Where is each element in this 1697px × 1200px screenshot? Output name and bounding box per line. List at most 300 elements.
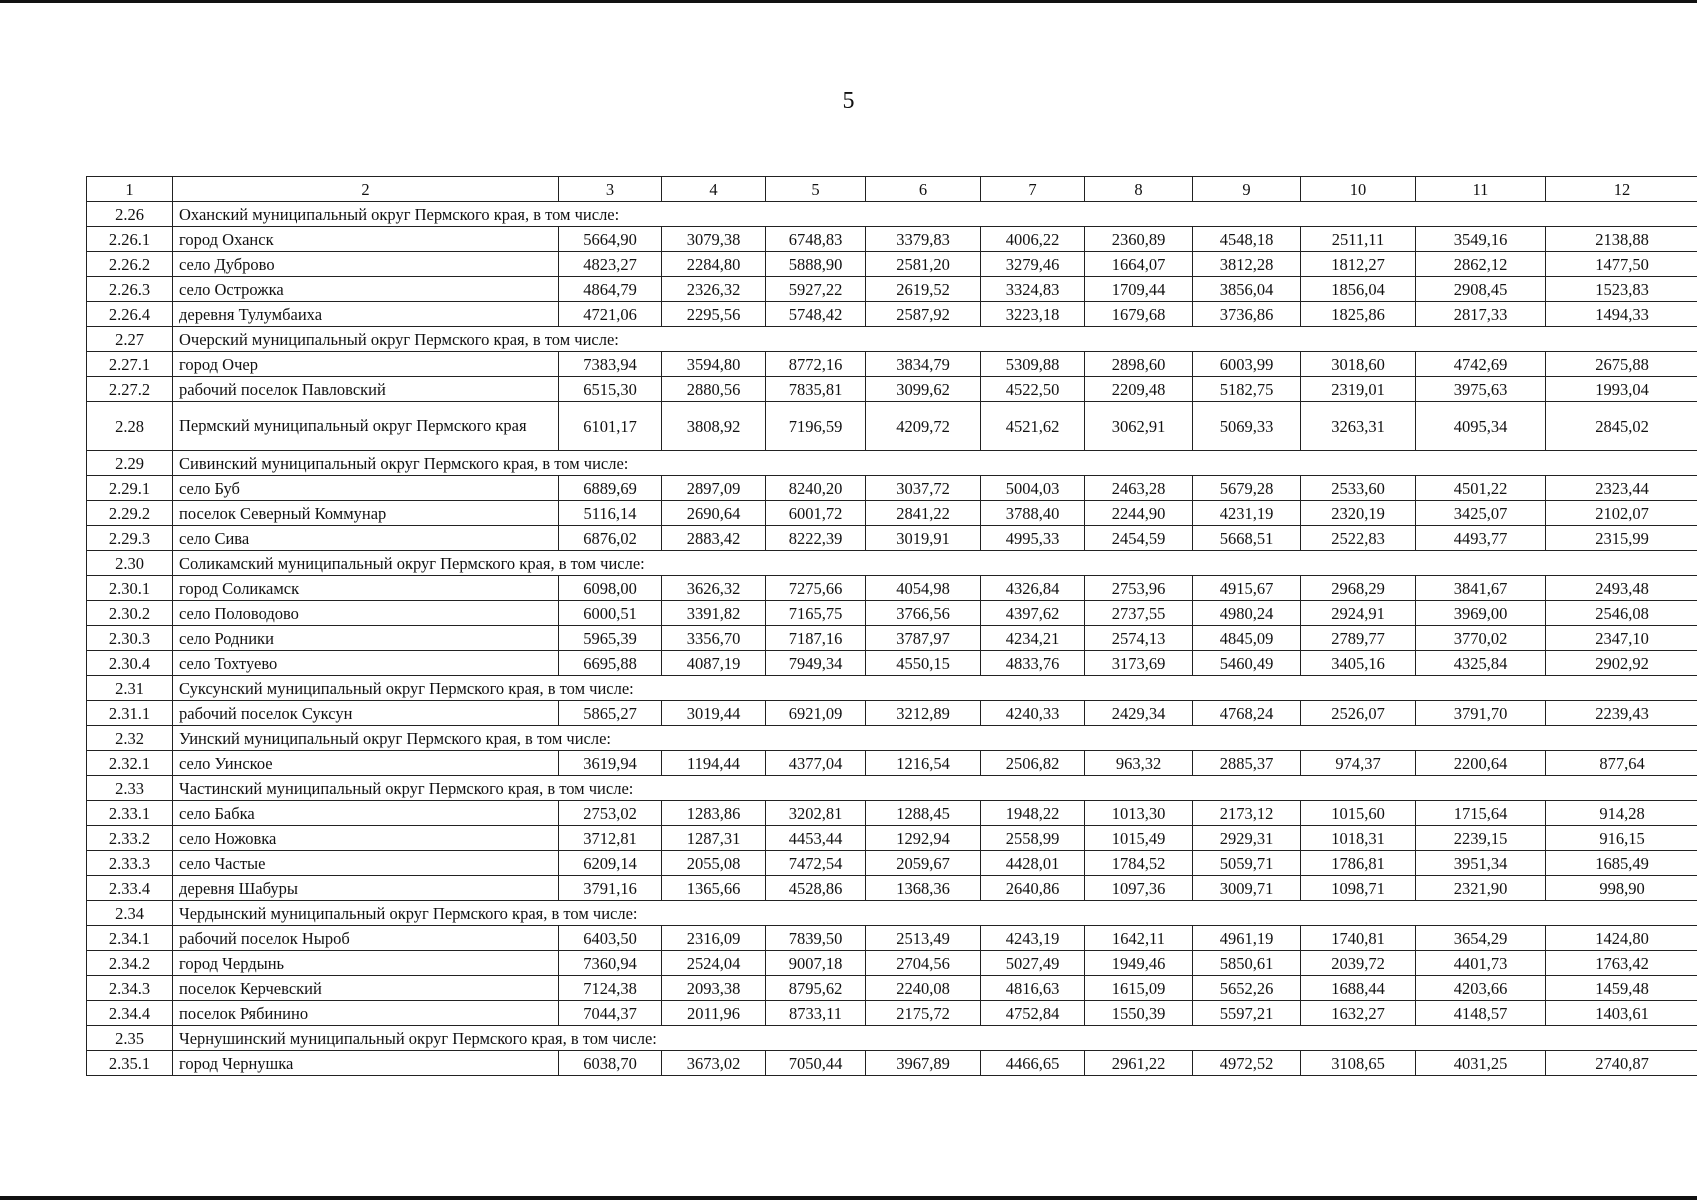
value-cell: 2240,08: [866, 976, 981, 1001]
row-id: 2.34.3: [87, 976, 173, 1001]
value-cell: 1097,36: [1085, 876, 1193, 901]
settlement-name: город Очер: [173, 352, 559, 377]
settlement-name: поселок Северный Коммунар: [173, 501, 559, 526]
data-row: [87, 476, 1697, 501]
value-cell: 4428,01: [981, 851, 1085, 876]
row-id: 2.30.3: [87, 626, 173, 651]
value-cell: 2138,88: [1546, 227, 1697, 252]
settlement-name: Пермский муниципальный округ Пермского края: [173, 402, 559, 451]
value-cell: 4980,24: [1193, 601, 1301, 626]
row-id: 2.34.4: [87, 1001, 173, 1026]
settlement-name: город Чердынь: [173, 951, 559, 976]
row-id: 2.27.2: [87, 377, 173, 402]
data-row: [87, 801, 1697, 826]
row-id: 2.29.1: [87, 476, 173, 501]
row-id: 2.26.3: [87, 277, 173, 302]
value-cell: 2175,72: [866, 1001, 981, 1026]
value-cell: 2898,60: [1085, 352, 1193, 377]
value-cell: 2511,11: [1301, 227, 1416, 252]
column-number: 7: [981, 177, 1085, 202]
value-cell: 916,15: [1546, 826, 1697, 851]
value-cell: 1615,09: [1085, 976, 1193, 1001]
value-cell: 2284,80: [662, 252, 766, 277]
value-cell: 4453,44: [766, 826, 866, 851]
value-cell: 4031,25: [1416, 1051, 1546, 1076]
value-cell: 1287,31: [662, 826, 766, 851]
value-cell: 6921,09: [766, 701, 866, 726]
value-cell: 3391,82: [662, 601, 766, 626]
value-cell: 3379,83: [866, 227, 981, 252]
value-cell: 5865,27: [559, 701, 662, 726]
row-id: 2.27: [87, 327, 173, 352]
value-cell: 3009,71: [1193, 876, 1301, 901]
value-cell: 5004,03: [981, 476, 1085, 501]
page-number: 5: [842, 88, 855, 114]
value-cell: 2581,20: [866, 252, 981, 277]
value-cell: 963,32: [1085, 751, 1193, 776]
value-cell: 2463,28: [1085, 476, 1193, 501]
value-cell: 3037,72: [866, 476, 981, 501]
group-row: [87, 1026, 1697, 1051]
value-cell: 4006,22: [981, 227, 1085, 252]
value-cell: 3619,94: [559, 751, 662, 776]
value-cell: 998,90: [1546, 876, 1697, 901]
data-row: [87, 876, 1697, 901]
value-cell: 2908,45: [1416, 277, 1546, 302]
value-cell: 2902,92: [1546, 651, 1697, 676]
value-cell: 3324,83: [981, 277, 1085, 302]
value-cell: 7835,81: [766, 377, 866, 402]
value-cell: 5309,88: [981, 352, 1085, 377]
value-cell: 6098,00: [559, 576, 662, 601]
tariff-table: [86, 176, 1697, 1076]
column-number: 1: [87, 177, 173, 202]
value-cell: 3712,81: [559, 826, 662, 851]
group-row: [87, 451, 1697, 476]
value-cell: 1856,04: [1301, 277, 1416, 302]
value-cell: 5460,49: [1193, 651, 1301, 676]
value-cell: 1993,04: [1546, 377, 1697, 402]
value-cell: 3654,29: [1416, 926, 1546, 951]
group-row: [87, 676, 1697, 701]
value-cell: 1715,64: [1416, 801, 1546, 826]
value-cell: 4231,19: [1193, 501, 1301, 526]
row-id: 2.29: [87, 451, 173, 476]
group-row: [87, 551, 1697, 576]
value-cell: 6101,17: [559, 402, 662, 451]
value-cell: 2675,88: [1546, 352, 1697, 377]
column-number: 2: [173, 177, 559, 202]
value-cell: 2173,12: [1193, 801, 1301, 826]
data-row: [87, 526, 1697, 551]
row-id: 2.33.1: [87, 801, 173, 826]
value-cell: 2587,92: [866, 302, 981, 327]
value-cell: 2924,91: [1301, 601, 1416, 626]
value-cell: 3223,18: [981, 302, 1085, 327]
value-cell: 1664,07: [1085, 252, 1193, 277]
value-cell: 4095,34: [1416, 402, 1546, 451]
settlement-name: село Сива: [173, 526, 559, 551]
value-cell: 7275,66: [766, 576, 866, 601]
value-cell: 2319,01: [1301, 377, 1416, 402]
group-row: [87, 327, 1697, 352]
row-id: 2.35: [87, 1026, 173, 1051]
value-cell: 2574,13: [1085, 626, 1193, 651]
value-cell: 4721,06: [559, 302, 662, 327]
settlement-name: рабочий поселок Суксун: [173, 701, 559, 726]
value-cell: 4864,79: [559, 277, 662, 302]
value-cell: 1368,36: [866, 876, 981, 901]
value-cell: 2039,72: [1301, 951, 1416, 976]
value-cell: 3808,92: [662, 402, 766, 451]
data-row: [87, 302, 1697, 327]
value-cell: 3673,02: [662, 1051, 766, 1076]
value-cell: 3766,56: [866, 601, 981, 626]
settlement-name: поселок Керчевский: [173, 976, 559, 1001]
value-cell: 1194,44: [662, 751, 766, 776]
value-cell: 974,37: [1301, 751, 1416, 776]
value-cell: 4833,76: [981, 651, 1085, 676]
value-cell: 2102,07: [1546, 501, 1697, 526]
row-id: 2.29.3: [87, 526, 173, 551]
data-row: [87, 851, 1697, 876]
value-cell: 1459,48: [1546, 976, 1697, 1001]
value-cell: 5652,26: [1193, 976, 1301, 1001]
value-cell: 5679,28: [1193, 476, 1301, 501]
settlement-name: село Буб: [173, 476, 559, 501]
value-cell: 3594,80: [662, 352, 766, 377]
value-cell: 1825,86: [1301, 302, 1416, 327]
data-row: [87, 951, 1697, 976]
row-id: 2.28: [87, 402, 173, 451]
value-cell: 3967,89: [866, 1051, 981, 1076]
column-number: 12: [1546, 177, 1697, 202]
row-id: 2.31: [87, 676, 173, 701]
row-id: 2.33.2: [87, 826, 173, 851]
value-cell: 3279,46: [981, 252, 1085, 277]
value-cell: 2295,56: [662, 302, 766, 327]
value-cell: 2506,82: [981, 751, 1085, 776]
value-cell: 2524,04: [662, 951, 766, 976]
value-cell: 5116,14: [559, 501, 662, 526]
row-id: 2.33.3: [87, 851, 173, 876]
settlement-name: рабочий поселок Ныроб: [173, 926, 559, 951]
row-id: 2.32.1: [87, 751, 173, 776]
value-cell: 4234,21: [981, 626, 1085, 651]
value-cell: 2968,29: [1301, 576, 1416, 601]
value-cell: 2862,12: [1416, 252, 1546, 277]
group-title: Оханский муниципальный округ Пермского края, в том числе:: [173, 202, 1697, 227]
group-row: [87, 901, 1697, 926]
settlement-name: город Соликамск: [173, 576, 559, 601]
value-cell: 4209,72: [866, 402, 981, 451]
value-cell: 4326,84: [981, 576, 1085, 601]
row-id: 2.34.1: [87, 926, 173, 951]
value-cell: 2897,09: [662, 476, 766, 501]
value-cell: 6001,72: [766, 501, 866, 526]
value-cell: 3549,16: [1416, 227, 1546, 252]
value-cell: 1015,60: [1301, 801, 1416, 826]
column-number: 3: [559, 177, 662, 202]
settlement-name: село Тохтуево: [173, 651, 559, 676]
value-cell: 2845,02: [1546, 402, 1697, 451]
value-cell: 1763,42: [1546, 951, 1697, 976]
value-cell: 4528,86: [766, 876, 866, 901]
value-cell: 3834,79: [866, 352, 981, 377]
value-cell: 3425,07: [1416, 501, 1546, 526]
value-cell: 2360,89: [1085, 227, 1193, 252]
value-cell: 4203,66: [1416, 976, 1546, 1001]
value-cell: 1365,66: [662, 876, 766, 901]
group-title: Соликамский муниципальный округ Пермского края, в том числе:: [173, 551, 1697, 576]
value-cell: 5965,39: [559, 626, 662, 651]
value-cell: 2753,02: [559, 801, 662, 826]
row-id: 2.31.1: [87, 701, 173, 726]
value-cell: 5748,42: [766, 302, 866, 327]
value-cell: 2321,90: [1416, 876, 1546, 901]
value-cell: 2789,77: [1301, 626, 1416, 651]
value-cell: 4501,22: [1416, 476, 1546, 501]
value-cell: 1784,52: [1085, 851, 1193, 876]
value-cell: 3062,91: [1085, 402, 1193, 451]
value-cell: 2429,34: [1085, 701, 1193, 726]
group-title: Уинский муниципальный округ Пермского края, в том числе:: [173, 726, 1697, 751]
data-row: [87, 1001, 1697, 1026]
data-row: [87, 252, 1697, 277]
data-row: [87, 626, 1697, 651]
value-cell: 7383,94: [559, 352, 662, 377]
value-cell: 6695,88: [559, 651, 662, 676]
value-cell: 3626,32: [662, 576, 766, 601]
value-cell: 3202,81: [766, 801, 866, 826]
group-title: Суксунский муниципальный округ Пермского края, в том числе:: [173, 676, 1697, 701]
value-cell: 1018,31: [1301, 826, 1416, 851]
value-cell: 2880,56: [662, 377, 766, 402]
data-row: [87, 576, 1697, 601]
value-cell: 6000,51: [559, 601, 662, 626]
value-cell: 3263,31: [1301, 402, 1416, 451]
value-cell: 7196,59: [766, 402, 866, 451]
value-cell: 5668,51: [1193, 526, 1301, 551]
value-cell: 4995,33: [981, 526, 1085, 551]
column-number: 5: [766, 177, 866, 202]
value-cell: 6889,69: [559, 476, 662, 501]
value-cell: 2209,48: [1085, 377, 1193, 402]
value-cell: 1550,39: [1085, 1001, 1193, 1026]
value-cell: 3079,38: [662, 227, 766, 252]
value-cell: 8733,11: [766, 1001, 866, 1026]
value-cell: 4466,65: [981, 1051, 1085, 1076]
data-row: [87, 402, 1697, 451]
value-cell: 3019,91: [866, 526, 981, 551]
settlement-name: село Острожка: [173, 277, 559, 302]
group-title: Частинский муниципальный округ Пермского края, в том числе:: [173, 776, 1697, 801]
scan-bottom-edge: [0, 1196, 1697, 1200]
row-id: 2.26.2: [87, 252, 173, 277]
value-cell: 6748,83: [766, 227, 866, 252]
value-cell: 4972,52: [1193, 1051, 1301, 1076]
value-cell: 4742,69: [1416, 352, 1546, 377]
value-cell: 3173,69: [1085, 651, 1193, 676]
value-cell: 2320,19: [1301, 501, 1416, 526]
value-cell: 3405,16: [1301, 651, 1416, 676]
value-cell: 2883,42: [662, 526, 766, 551]
value-cell: 4550,15: [866, 651, 981, 676]
value-cell: 6003,99: [1193, 352, 1301, 377]
row-id: 2.34.2: [87, 951, 173, 976]
value-cell: 7839,50: [766, 926, 866, 951]
value-cell: 1494,33: [1546, 302, 1697, 327]
value-cell: 2690,64: [662, 501, 766, 526]
value-cell: 4240,33: [981, 701, 1085, 726]
value-cell: 3812,28: [1193, 252, 1301, 277]
settlement-name: село Ножовка: [173, 826, 559, 851]
value-cell: 4493,77: [1416, 526, 1546, 551]
row-id: 2.30.2: [87, 601, 173, 626]
column-number: 4: [662, 177, 766, 202]
value-cell: 4521,62: [981, 402, 1085, 451]
value-cell: 1283,86: [662, 801, 766, 826]
row-id: 2.33: [87, 776, 173, 801]
value-cell: 1632,27: [1301, 1001, 1416, 1026]
value-cell: 1288,45: [866, 801, 981, 826]
value-cell: 2740,87: [1546, 1051, 1697, 1076]
column-number: 10: [1301, 177, 1416, 202]
data-row: [87, 976, 1697, 1001]
value-cell: 5850,61: [1193, 951, 1301, 976]
value-cell: 3951,34: [1416, 851, 1546, 876]
value-cell: 5182,75: [1193, 377, 1301, 402]
settlement-name: поселок Рябинино: [173, 1001, 559, 1026]
settlement-name: город Чернушка: [173, 1051, 559, 1076]
value-cell: 2093,38: [662, 976, 766, 1001]
value-cell: 2493,48: [1546, 576, 1697, 601]
value-cell: 4054,98: [866, 576, 981, 601]
value-cell: 2055,08: [662, 851, 766, 876]
settlement-name: село Частые: [173, 851, 559, 876]
value-cell: 2244,90: [1085, 501, 1193, 526]
value-cell: 4401,73: [1416, 951, 1546, 976]
value-cell: 2316,09: [662, 926, 766, 951]
data-row: [87, 751, 1697, 776]
row-id: 2.30.4: [87, 651, 173, 676]
data-row: [87, 227, 1697, 252]
row-id: 2.33.4: [87, 876, 173, 901]
value-cell: 2753,96: [1085, 576, 1193, 601]
value-cell: 3108,65: [1301, 1051, 1416, 1076]
row-id: 2.34: [87, 901, 173, 926]
settlement-name: рабочий поселок Павловский: [173, 377, 559, 402]
value-cell: 4752,84: [981, 1001, 1085, 1026]
value-cell: 7044,37: [559, 1001, 662, 1026]
group-row: [87, 776, 1697, 801]
value-cell: 3099,62: [866, 377, 981, 402]
value-cell: 5927,22: [766, 277, 866, 302]
data-row: [87, 352, 1697, 377]
value-cell: 2640,86: [981, 876, 1085, 901]
value-cell: 4961,19: [1193, 926, 1301, 951]
row-id: 2.26: [87, 202, 173, 227]
group-title: Чернушинский муниципальный округ Пермского края, в том числе:: [173, 1026, 1697, 1051]
value-cell: 5597,21: [1193, 1001, 1301, 1026]
value-cell: 2885,37: [1193, 751, 1301, 776]
table-body: [87, 177, 1697, 1076]
value-cell: 2011,96: [662, 1001, 766, 1026]
data-row: [87, 701, 1697, 726]
row-id: 2.27.1: [87, 352, 173, 377]
value-cell: 1812,27: [1301, 252, 1416, 277]
value-cell: 2546,08: [1546, 601, 1697, 626]
settlement-name: деревня Шабуры: [173, 876, 559, 901]
settlement-name: село Бабка: [173, 801, 559, 826]
value-cell: 6038,70: [559, 1051, 662, 1076]
value-cell: 1015,49: [1085, 826, 1193, 851]
value-cell: 1688,44: [1301, 976, 1416, 1001]
value-cell: 3841,67: [1416, 576, 1546, 601]
value-cell: 8795,62: [766, 976, 866, 1001]
value-cell: 2558,99: [981, 826, 1085, 851]
value-cell: 1424,80: [1546, 926, 1697, 951]
group-title: Очерский муниципальный округ Пермского края, в том числе:: [173, 327, 1697, 352]
value-cell: 2239,43: [1546, 701, 1697, 726]
column-number: 9: [1193, 177, 1301, 202]
value-cell: 1685,49: [1546, 851, 1697, 876]
value-cell: 1679,68: [1085, 302, 1193, 327]
data-row: [87, 501, 1697, 526]
value-cell: 3018,60: [1301, 352, 1416, 377]
value-cell: 4816,63: [981, 976, 1085, 1001]
column-number-row: [87, 177, 1697, 202]
value-cell: 1740,81: [1301, 926, 1416, 951]
value-cell: 2200,64: [1416, 751, 1546, 776]
value-cell: 4397,62: [981, 601, 1085, 626]
value-cell: 2315,99: [1546, 526, 1697, 551]
value-cell: 5888,90: [766, 252, 866, 277]
value-cell: 2323,44: [1546, 476, 1697, 501]
row-id: 2.29.2: [87, 501, 173, 526]
value-cell: 7949,34: [766, 651, 866, 676]
settlement-name: город Оханск: [173, 227, 559, 252]
value-cell: 4845,09: [1193, 626, 1301, 651]
value-cell: 3212,89: [866, 701, 981, 726]
value-cell: 5069,33: [1193, 402, 1301, 451]
data-row: [87, 651, 1697, 676]
value-cell: 3736,86: [1193, 302, 1301, 327]
value-cell: 5027,49: [981, 951, 1085, 976]
value-cell: 2929,31: [1193, 826, 1301, 851]
row-id: 2.30: [87, 551, 173, 576]
value-cell: 3791,70: [1416, 701, 1546, 726]
value-cell: 1477,50: [1546, 252, 1697, 277]
value-cell: 3356,70: [662, 626, 766, 651]
value-cell: 1403,61: [1546, 1001, 1697, 1026]
value-cell: 7165,75: [766, 601, 866, 626]
value-cell: 4087,19: [662, 651, 766, 676]
value-cell: 4823,27: [559, 252, 662, 277]
value-cell: 3770,02: [1416, 626, 1546, 651]
value-cell: 3969,00: [1416, 601, 1546, 626]
value-cell: 7050,44: [766, 1051, 866, 1076]
data-row: [87, 1051, 1697, 1076]
value-cell: 4325,84: [1416, 651, 1546, 676]
value-cell: 5664,90: [559, 227, 662, 252]
value-cell: 2619,52: [866, 277, 981, 302]
column-number: 8: [1085, 177, 1193, 202]
value-cell: 1948,22: [981, 801, 1085, 826]
value-cell: 2737,55: [1085, 601, 1193, 626]
value-cell: 2841,22: [866, 501, 981, 526]
value-cell: 6515,30: [559, 377, 662, 402]
